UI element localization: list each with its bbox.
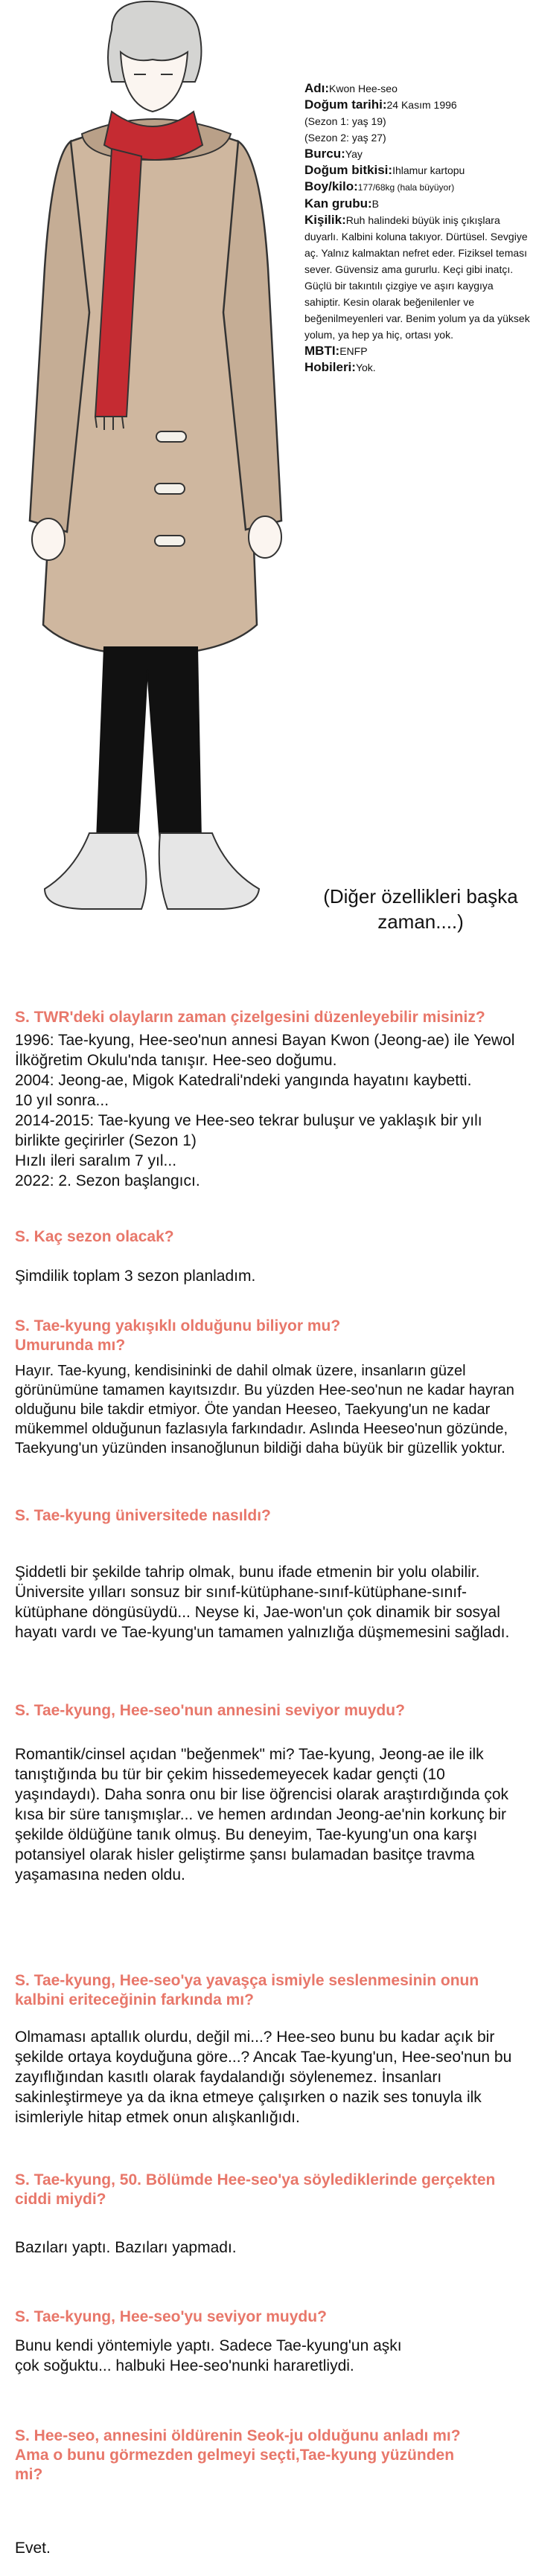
timeline-line: 2004: Jeong-ae, Migok Katedrali'ndeki yangında hayatını kaybetti. (15, 1072, 472, 1089)
mbti-value: ENFP (339, 345, 368, 357)
season2-age: (Sezon 2: yaş 27) (304, 132, 386, 144)
answer-handsome: Hayır. Tae-kyung, kendisininki de dahil olmak üzere, insanların güzel görünümüne tamamen kayıtsızdır. Bu yüzden Hee-seo'nun ne kadar hayran olduğunu bile takdir etmiyor. Öte yandan Heeseo, Taekyung'un ne kadar mükemmel olduğunun fazlasıyla farkındadır. Aslında Heeseo'nun gözünde, Taekyung'un yüzünden insanoğlunun bildiği daha büyük bir güzellik yoktur. (15, 1363, 514, 1456)
question-seasons: S. Kaç sezon olacak? (15, 1228, 174, 1245)
season1-age: (Sezon 1: yaş 19) (304, 115, 386, 127)
answer-timeline (15, 1030, 521, 1191)
height-label: Boy/kilo: (304, 179, 358, 193)
sign-value: Yay (345, 148, 363, 160)
plant-label: Doğum bitkisi: (304, 163, 393, 177)
answer-love: Bunu kendi yöntemiyle yaptı. Sadece Tae-kyung'un aşkı çok soğuktu... halbuki Hee-seo'nunki hararetliydi. (15, 2337, 402, 2374)
question-seok-ju: S. Hee-seo, annesini öldürenin Seok-ju olduğunu anladı mı? Ama o bunu görmezden gelmeyi seçti,Tae-kyung yüzünden mi? (15, 2427, 461, 2483)
sign-label: Burcu: (304, 147, 345, 161)
answer-seok-ju: Evet. (15, 2540, 51, 2557)
trousers (97, 647, 201, 842)
timeline-line: 10 yıl sonra... (15, 1092, 109, 1109)
character-illustration (0, 0, 313, 960)
timeline-line: Hızlı ileri saralım 7 yıl... (15, 1152, 177, 1169)
blood-label: Kan grubu: (304, 196, 372, 211)
question-love: S. Tae-kyung, Hee-seo'yu seviyor muydu? (15, 2308, 327, 2325)
shoe-left (45, 833, 146, 909)
other-features-note: (Diğer özellikleri başka zaman....) (323, 885, 518, 933)
personality-label: Kişilik: (304, 213, 346, 227)
timeline-line: 1996: Tae-kyung, Hee-seo'nun annesi Bayan Kwon (Jeong-ae) ile Yewol İlköğretim Okulu'nda tanışır. Hee-seo doğumu. (15, 1032, 515, 1069)
question-episode-50: S. Tae-kyung, 50. Bölümde Hee-seo'ya söylediklerinde gerçekten ciddi miydi? (15, 2171, 496, 2208)
blood-value: B (371, 198, 379, 210)
question-mother: S. Tae-kyung, Hee-seo'nun annesini seviyor muydu? (15, 1702, 405, 1719)
shoe-right (159, 833, 259, 909)
hobby-value: Yok. (355, 362, 376, 373)
personality-value: Ruh halindeki büyük iniş çıkışlara duyarlı. Kalbini koluna takıyor. Dürtüsel. Sevgiye aç. Yalnız kalmaktan nefret eder. Fiziksel teması sever. Güvensiz ama gururlu. Keçi gibi inatçı. Güçlü bir takıntılı çizgiye ve aşırı kaygıya sahiptir. Kesin olarak beğenilenler ve beğenilmeyenleri var. Benim yolum ya da yüksek yolum, ya hep ya hiç, ortası yok. (304, 214, 530, 341)
question-handsome: S. Tae-kyung yakışıklı olduğunu biliyor mu? Umurunda mı? (15, 1317, 341, 1354)
question-university: S. Tae-kyung üniversitede nasıldı? (15, 1507, 271, 1524)
answer-university: Şiddetli bir şekilde tahrip olmak, bunu ifade etmenin bir yolu olabilir. Üniversite yılları sonsuz bir sınıf-kütüphane-sınıf-kütüphane-sınıf-kütüphane döngüsüydü... Neyse ki, Jae-won'un çok dinamik bir sosyal hayatı vardı ve Tae-kyung'un tamamen yalnızlığa düşmemesini sağladı. (15, 1564, 510, 1641)
birth-label: Doğum tarihi: (304, 97, 387, 112)
timeline-line: 2014-2015: Tae-kyung ve Hee-seo tekrar buluşur ve yaklaşık bir yılı birlikte geçirirler (Sezon 1) (15, 1112, 482, 1149)
question-timeline: S. TWR'deki olayların zaman çizelgesini düzenleyebilir misiniz? (15, 1009, 485, 1026)
hobby-label: Hobileri: (304, 360, 356, 374)
name-label: Adı: (304, 81, 330, 95)
answer-episode-50: Bazıları yaptı. Bazıları yapmadı. (15, 2239, 237, 2256)
birth-value: 24 Kasım 1996 (386, 99, 457, 111)
name-value: Kwon Hee-seo (329, 83, 398, 94)
mbti-label: MBTI: (304, 344, 340, 358)
height-value: 177/68kg (hala büyüyor) (357, 182, 455, 193)
face (121, 52, 188, 112)
answer-mother: Romantik/cinsel açıdan "beğenmek" mi? Tae-kyung, Jeong-ae ile ilk tanıştığında bu tür bir çekim hissedemeyecek kadar gençti (10 yaşındaydı). Daha sonra onu bir lise öğrencisi olarak araştırdığında çok kısa bir süre tanışmışlar... ve hemen ardından Jeong-ae'nin korkunç bir şekilde öldüğüne tanık olmuş. Bu deneyim, Tae-kyung'un ona karşı potansiyel olarak hisler geliştirme şansı bulamadan basitçe travma yaşamasına neden oldu. (15, 1746, 509, 1883)
plant-value: Ihlamur kartopu (392, 164, 465, 176)
answer-seasons: Şimdilik toplam 3 sezon planladım. (15, 1268, 256, 1285)
answer-name-call: Olmaması aptallık olurdu, değil mi...? Hee-seo bunu bu kadar açık bir şekilde ortaya koyduğuna göre...? Ancak Tae-kyung'un, Hee-seo'nun bu zayıflığından kasıtlı olarak faydalandığı söylenemez. İnsanları sakinleştirmeye ya da ikna etmeye çalışırken o nazik ses tonuyla ilk isimleriyle hitap etmek onun alışkanlığıdı. (15, 2029, 512, 2126)
question-name-call: S. Tae-kyung, Hee-seo'ya yavaşça ismiyle seslenmesinin onun kalbini eriteceğinin farkında mı? (15, 1972, 479, 2008)
profile-card (304, 80, 532, 376)
timeline-line: 2022: 2. Sezon başlangıcı. (15, 1172, 200, 1189)
